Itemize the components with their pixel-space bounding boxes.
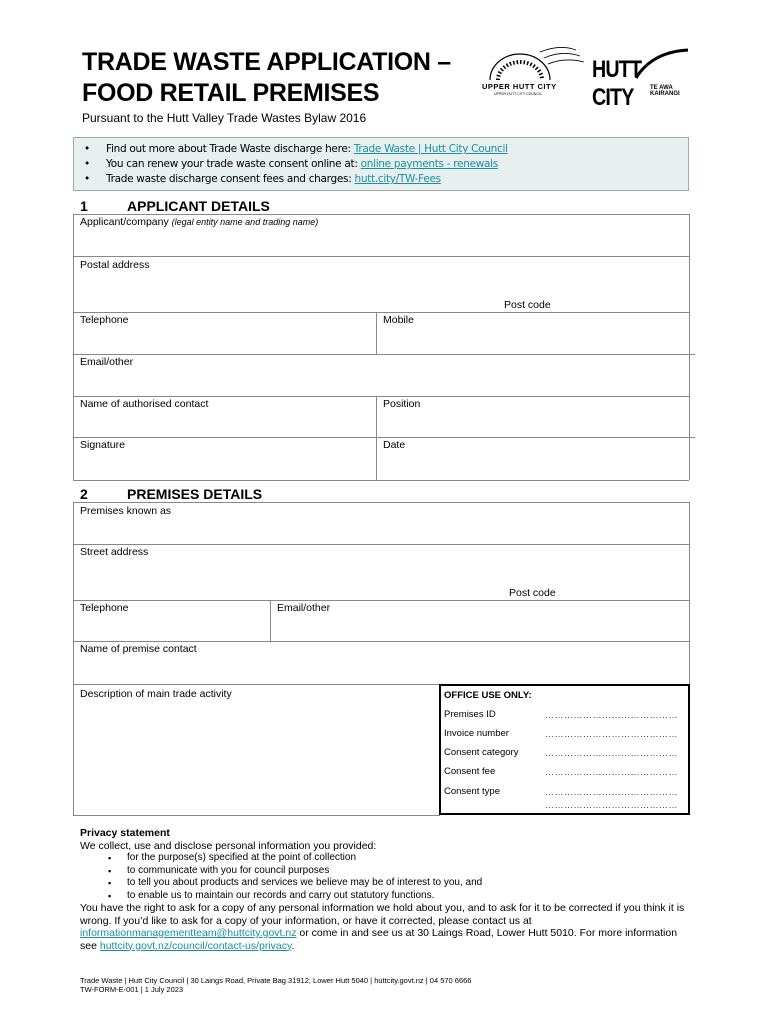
hutt-city-logo bbox=[592, 50, 692, 111]
renewals-link[interactable]: online payments - renewals bbox=[360, 158, 498, 170]
hcc-logo-text: HUTT CITY bbox=[592, 56, 642, 111]
applicant-company-label: Applicant/company (legal entity name and trading name) bbox=[80, 216, 319, 228]
privacy-bullets bbox=[80, 852, 692, 902]
privacy-intro: We collect, use and disclose personal information you provided: bbox=[80, 839, 377, 852]
uhcc-logo-small: UPPER HUTT CITY COUNCIL bbox=[494, 92, 542, 96]
consent-category-dots: …………………………………… bbox=[545, 748, 678, 758]
consent-fee-label: Consent fee bbox=[444, 766, 496, 777]
premises-email-field[interactable] bbox=[271, 615, 688, 640]
position-field[interactable] bbox=[377, 411, 688, 436]
invoice-number-label: Invoice number bbox=[444, 728, 509, 739]
info-item: • You can renew your trade waste consent online at: online payments - renewals bbox=[74, 157, 688, 172]
title-line-1: TRADE WASTE APPLICATION – bbox=[82, 48, 451, 76]
office-use-box bbox=[439, 684, 690, 815]
section-1-title: APPLICANT DETAILS bbox=[127, 198, 270, 214]
privacy-url-link[interactable]: huttcity.govt.nz/council/contact-us/privacy bbox=[99, 939, 292, 952]
date-label: Date bbox=[383, 439, 406, 451]
trade-activity-field[interactable] bbox=[74, 701, 437, 814]
privacy-statement bbox=[80, 827, 692, 952]
premises-email-label: Email/other bbox=[277, 602, 331, 614]
trade-waste-link[interactable]: Trade Waste | Hutt City Council bbox=[353, 143, 508, 155]
premise-contact-label: Name of premise contact bbox=[80, 643, 197, 655]
premises-telephone-field[interactable] bbox=[74, 615, 269, 640]
info-item: • Find out more about Trade Waste discharge here: Trade Waste | Hutt City Council bbox=[74, 142, 688, 157]
privacy-heading: Privacy statement bbox=[80, 827, 170, 839]
footer bbox=[80, 976, 471, 994]
premises-known-as-label: Premises known as bbox=[80, 505, 172, 517]
privacy-bullet: ▪ to enable us to maintain our records and carry out statutory functions. bbox=[80, 890, 692, 903]
postal-address-field[interactable] bbox=[74, 272, 688, 311]
privacy-bullet: ▪ to communicate with you for council purposes bbox=[80, 865, 692, 878]
section-2-number: 2 bbox=[80, 486, 88, 502]
fees-link[interactable]: hutt.city/TW-Fees bbox=[354, 173, 441, 185]
consent-type-dots: …………………………………… bbox=[545, 787, 678, 797]
premises-telephone-label: Telephone bbox=[80, 602, 129, 614]
privacy-rights-paragraph: You have the right to ask for a copy of any personal information we hold about you, and to ask for it to be corrected if you think it is wrong. If you’d like to ask for a copy of your information, or have it corrected, please contact us at informationmanagementteam@huttcity.govt.nz or come in and see us at 30 Laings Road, Lower Hutt 5010. For more information see huttcity.govt.nz/council/contact-us/privacy. bbox=[80, 902, 685, 952]
footer-line-1: Trade Waste | Hutt City Council | 30 Laings Road, Private Bag 31912, Lower Hutt 5040 | huttcity.govt.nz | 04 570 6666 bbox=[80, 976, 472, 985]
authorised-contact-field[interactable] bbox=[74, 411, 375, 436]
applicant-hint: (legal entity name and trading name) bbox=[171, 217, 319, 227]
hcc-logo-sub: TE AWA KAIRANGI bbox=[650, 85, 680, 97]
footer-line-2: TW-FORM-E-001 | 1 July 2023 bbox=[80, 985, 184, 994]
postcode-label: Post code bbox=[504, 299, 551, 311]
premises-known-as-field[interactable] bbox=[74, 518, 688, 543]
position-label: Position bbox=[383, 398, 421, 410]
consent-category-label: Consent category bbox=[444, 747, 519, 758]
authorised-contact-label: Name of authorised contact bbox=[80, 398, 209, 410]
premises-postcode-label: Post code bbox=[509, 587, 556, 599]
telephone-label: Telephone bbox=[80, 314, 129, 326]
signature-field[interactable] bbox=[74, 452, 375, 479]
info-box bbox=[73, 137, 689, 191]
privacy-bullet: ▪ for the purpose(s) specified at the point of collection bbox=[80, 852, 692, 865]
premises-id-label: Premises ID bbox=[444, 709, 496, 720]
invoice-number-dots: …………………………………… bbox=[545, 729, 678, 739]
street-address-field[interactable] bbox=[74, 559, 688, 599]
telephone-field[interactable] bbox=[74, 327, 375, 353]
page-subtitle: Pursuant to the Hutt Valley Trade Wastes Bylaw 2016 bbox=[82, 111, 367, 125]
signature-label: Signature bbox=[80, 439, 125, 451]
date-field[interactable] bbox=[377, 452, 688, 479]
info-item: • Trade waste discharge consent fees and charges: hutt.city/TW-Fees bbox=[74, 172, 688, 187]
title-line-2: FOOD RETAIL PREMISES bbox=[82, 79, 380, 107]
section-2-title: PREMISES DETAILS bbox=[127, 486, 263, 502]
email-label: Email/other bbox=[80, 356, 134, 368]
premise-contact-field[interactable] bbox=[74, 656, 688, 683]
page-title bbox=[82, 47, 451, 109]
applicant-company-field[interactable] bbox=[74, 230, 688, 255]
street-address-label: Street address bbox=[80, 546, 149, 558]
upper-hutt-city-logo bbox=[480, 42, 590, 98]
premises-id-dots: …………………………………… bbox=[545, 710, 678, 720]
privacy-bullet: ▪ to tell you about products and services we believe may be of interest to you, and bbox=[80, 877, 692, 890]
consent-fee-dots: …………………………………… bbox=[545, 767, 678, 777]
trade-activity-label: Description of main trade activity bbox=[80, 688, 232, 700]
mobile-field[interactable] bbox=[377, 327, 688, 353]
office-use-heading: OFFICE USE ONLY: bbox=[444, 690, 532, 701]
mobile-label: Mobile bbox=[383, 314, 414, 326]
consent-type-dots-2: …………………………………… bbox=[545, 800, 678, 810]
section-1-number: 1 bbox=[80, 198, 88, 214]
consent-type-label: Consent type bbox=[444, 786, 500, 797]
email-field[interactable] bbox=[74, 369, 688, 395]
postal-address-label: Postal address bbox=[80, 259, 150, 271]
privacy-email-link[interactable]: informationmanagementteam@huttcity.govt.nz bbox=[80, 927, 297, 939]
uhcc-logo-text: UPPER HUTT CITY bbox=[482, 82, 557, 91]
